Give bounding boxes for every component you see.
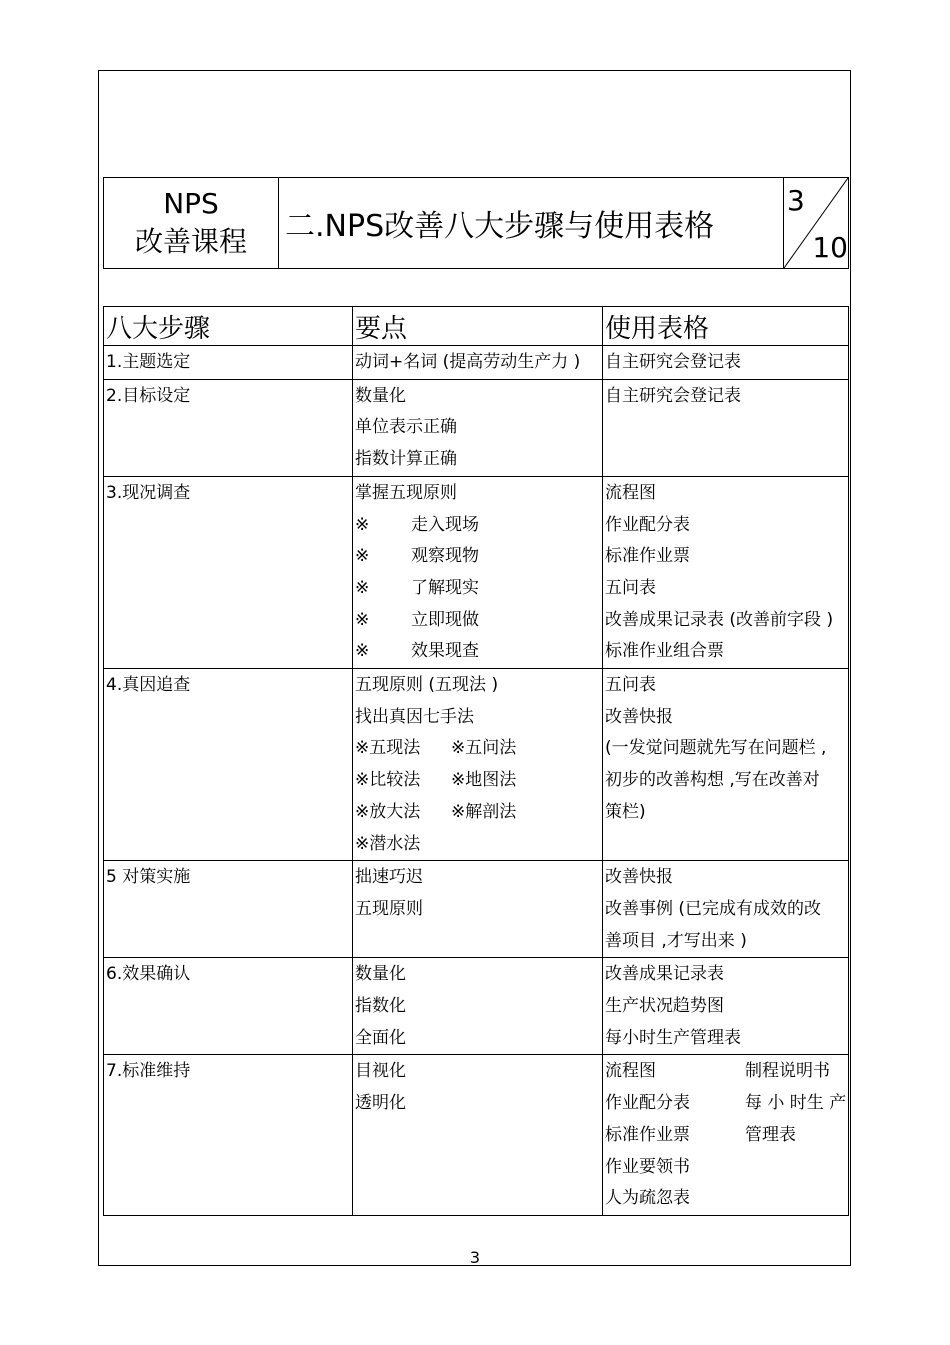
forms-cell: 流程图 制程说明书 作业配分表 每 小 时生 产 标准作业票 管理表 作业要领书 人为疏忽表 — [603, 1055, 849, 1216]
table-row — [104, 379, 849, 476]
header-forms: 使用表格 — [603, 307, 849, 346]
step-cell: 3.现况调查 — [104, 476, 353, 668]
forms-cell: 自主研究会登记表 — [603, 346, 849, 380]
reference-mark: ※ — [355, 514, 370, 535]
forms-cell: 改善成果记录表 生产状况趋势图 每小时生产管理表 — [603, 958, 849, 1055]
points-cell: 动词+名词 (提高劳动生产力 ) — [353, 346, 603, 380]
page-number-footer: 3 — [469, 1248, 481, 1267]
course-label-line2: 改善课程 — [134, 225, 247, 258]
header-steps: 八大步骤 — [104, 307, 353, 346]
points-cell: 五现原则 (五现法 ) 找出真因七手法 ※五现法 ※五问法 ※比较法 ※地图法 ※放大法 ※解剖法 ※潜水法 — [353, 669, 603, 861]
table-row — [104, 958, 849, 1055]
reference-mark: ※ — [355, 577, 370, 598]
course-label — [104, 178, 279, 268]
course-label-line1: NPS — [163, 187, 219, 220]
page-current: 3 — [787, 184, 805, 217]
page-total: 10 — [812, 231, 848, 264]
reference-mark: ※ — [355, 641, 370, 662]
table-row — [104, 476, 849, 668]
reference-mark: ※ — [355, 546, 370, 567]
points-cell: 目视化 透明化 — [353, 1055, 603, 1216]
forms-cell: 流程图 作业配分表 标准作业票 五问表 改善成果记录表 (改善前字段 ) 标准作业组合票 — [603, 476, 849, 668]
forms-cell: 五问表 改善快报 (一发觉问题就先写在问题栏 , 初步的改善构想 ,写在改善对 策栏) — [603, 669, 849, 861]
step-cell: 7.标准维持 — [104, 1055, 353, 1216]
forms-cell: 自主研究会登记表 — [603, 379, 849, 476]
reference-mark: ※ — [355, 609, 370, 630]
table-row — [104, 861, 849, 958]
step-cell: 4.真因追查 — [104, 669, 353, 861]
step-cell: 6.效果确认 — [104, 958, 353, 1055]
table-header-row — [104, 307, 849, 346]
table-row — [104, 1055, 849, 1216]
steps-table — [103, 306, 849, 1216]
header-table — [103, 177, 849, 269]
points-cell: 数量化 指数化 全面化 — [353, 958, 603, 1055]
table-row — [104, 669, 849, 861]
step-cell: 5 对策实施 — [104, 861, 353, 958]
step-cell: 1.主题选定 — [104, 346, 353, 380]
points-cell: 拙速巧迟 五现原则 — [353, 861, 603, 958]
points-cell: 掌握五现原则 ※ 走入现场 ※ 观察现物 ※ 了解现实 ※ 立即现做 ※ 效果现查 — [353, 476, 603, 668]
page-counter — [784, 178, 848, 268]
points-cell: 数量化 单位表示正确 指数计算正确 — [353, 379, 603, 476]
forms-cell: 改善快报 改善事例 (已完成有成效的改 善项目 ,才写出来 ) — [603, 861, 849, 958]
header-points: 要点 — [353, 307, 603, 346]
step-cell: 2.目标设定 — [104, 379, 353, 476]
page-title: 二.NPS改善八大步骤与使用表格 — [279, 178, 784, 268]
table-row — [104, 346, 849, 380]
